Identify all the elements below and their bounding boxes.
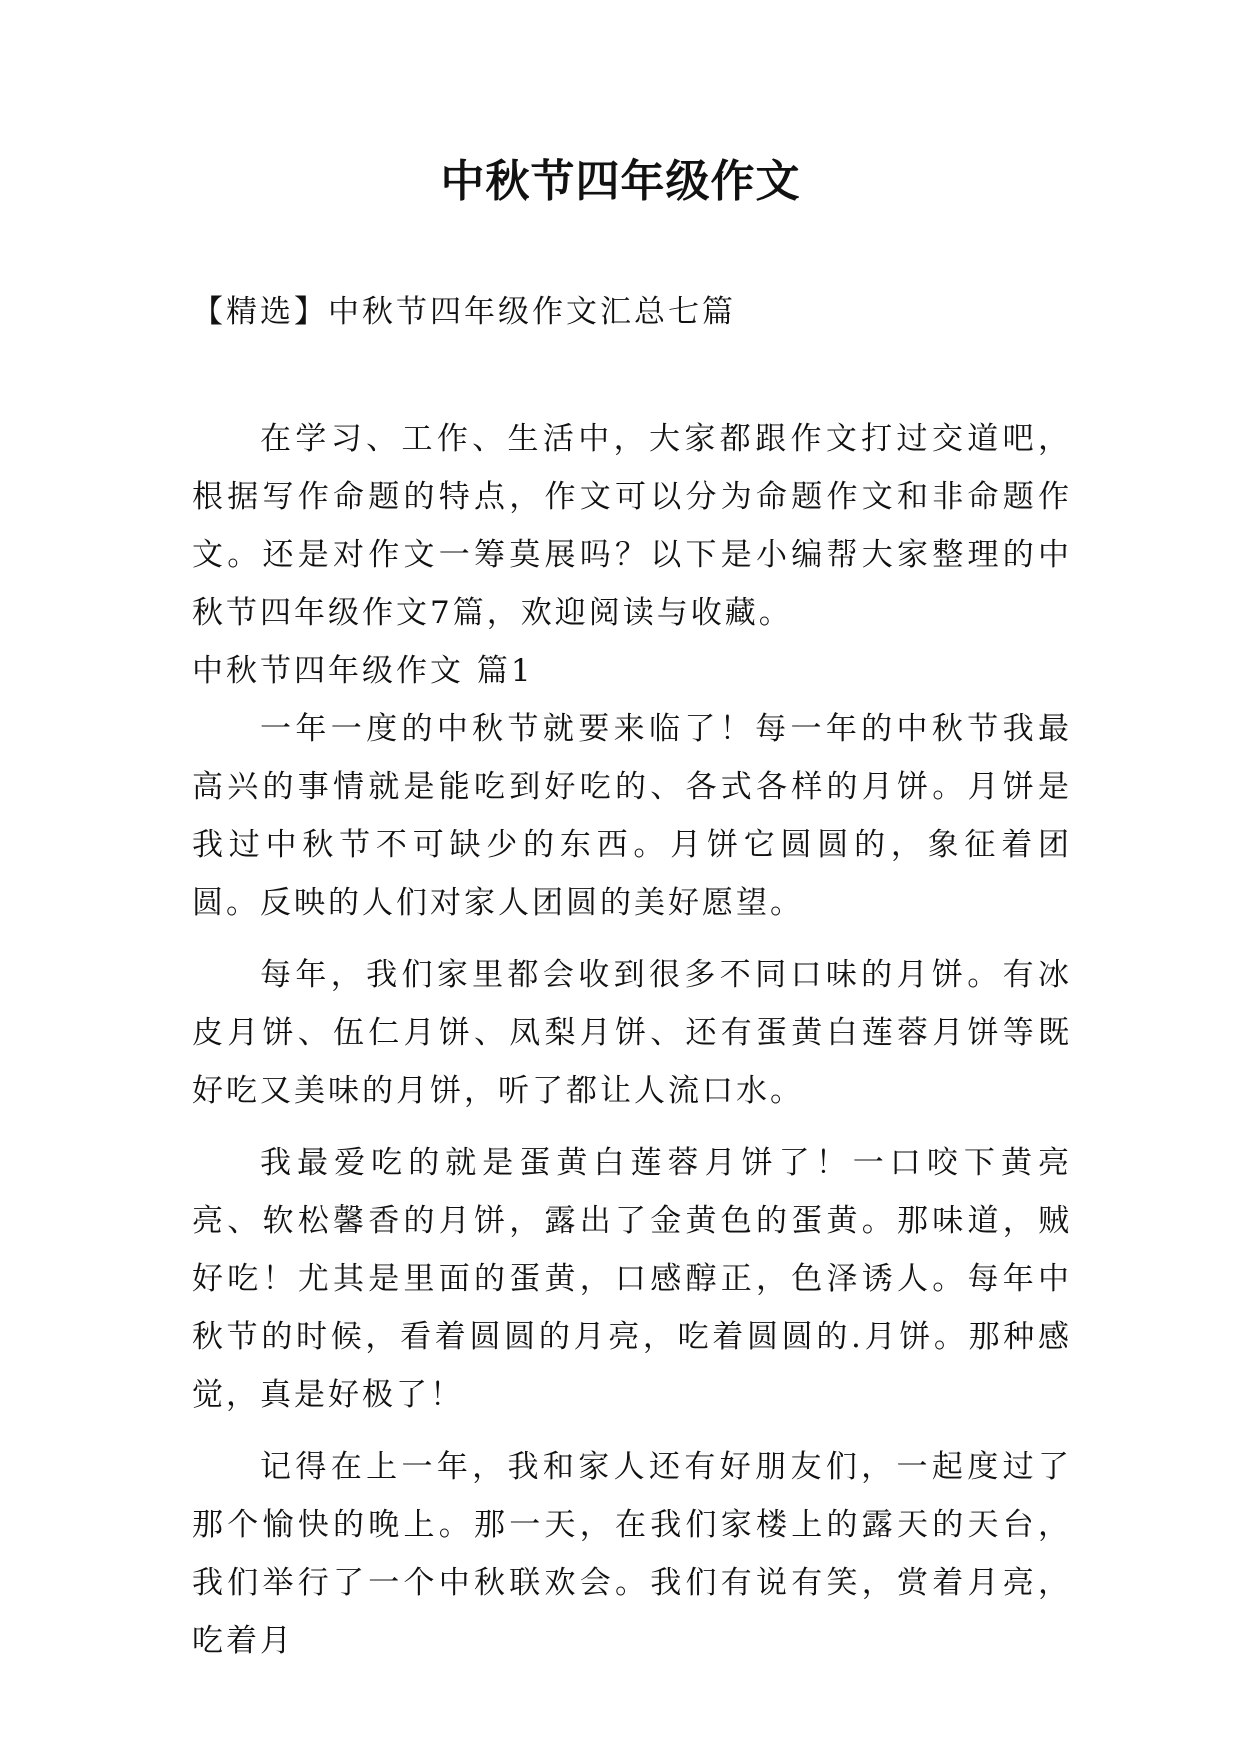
body-paragraph-2: 每年，我们家里都会收到很多不同口味的月饼。有冰皮月饼、伍仁月饼、凤梨月饼、还有蛋黄白莲蓉月饼等既好吃又美味的月饼，听了都让人流口水。 xyxy=(192,957,1072,1109)
document-title: 中秋节四年级作文 xyxy=(440,156,801,207)
intro-paragraph: 在学习、工作、生活中，大家都跟作文打过交道吧，根据写作命题的特点，作文可以分为命题作文和非命题作文。还是对作文一筹莫展吗？以下是小编帮大家整理的中秋节四年级作文7篇，欢迎阅读与收藏。 xyxy=(192,421,1072,631)
body-paragraph-1: 一年一度的中秋节就要来临了！每一年的中秋节我最高兴的事情就是能吃到好吃的、各式各样的月饼。月饼是我过中秋节不可缺少的东西。月饼它圆圆的，象征着团圆。反映的人们对家人团圆的美好愿望。 xyxy=(192,711,1072,921)
document-body xyxy=(192,410,1072,1670)
document-subtitle: 【精选】中秋节四年级作文汇总七篇 xyxy=(192,294,736,330)
body-paragraph-3: 我最爱吃的就是蛋黄白莲蓉月饼了！一口咬下黄亮亮、软松馨香的月饼，露出了金黄色的蛋黄。那味道，贼好吃！尤其是里面的蛋黄，口感醇正，色泽诱人。每年中秋节的时候，看着圆圆的月亮，吃着圆圆的.月饼。那种感觉，真是好极了！ xyxy=(192,1145,1072,1413)
section-heading: 中秋节四年级作文 篇1 xyxy=(192,653,534,689)
body-paragraph-4: 记得在上一年，我和家人还有好朋友们，一起度过了那个愉快的晚上。那一天，在我们家楼上的露天的天台，我们举行了一个中秋联欢会。我们有说有笑，赏着月亮，吃着月 xyxy=(192,1449,1072,1659)
